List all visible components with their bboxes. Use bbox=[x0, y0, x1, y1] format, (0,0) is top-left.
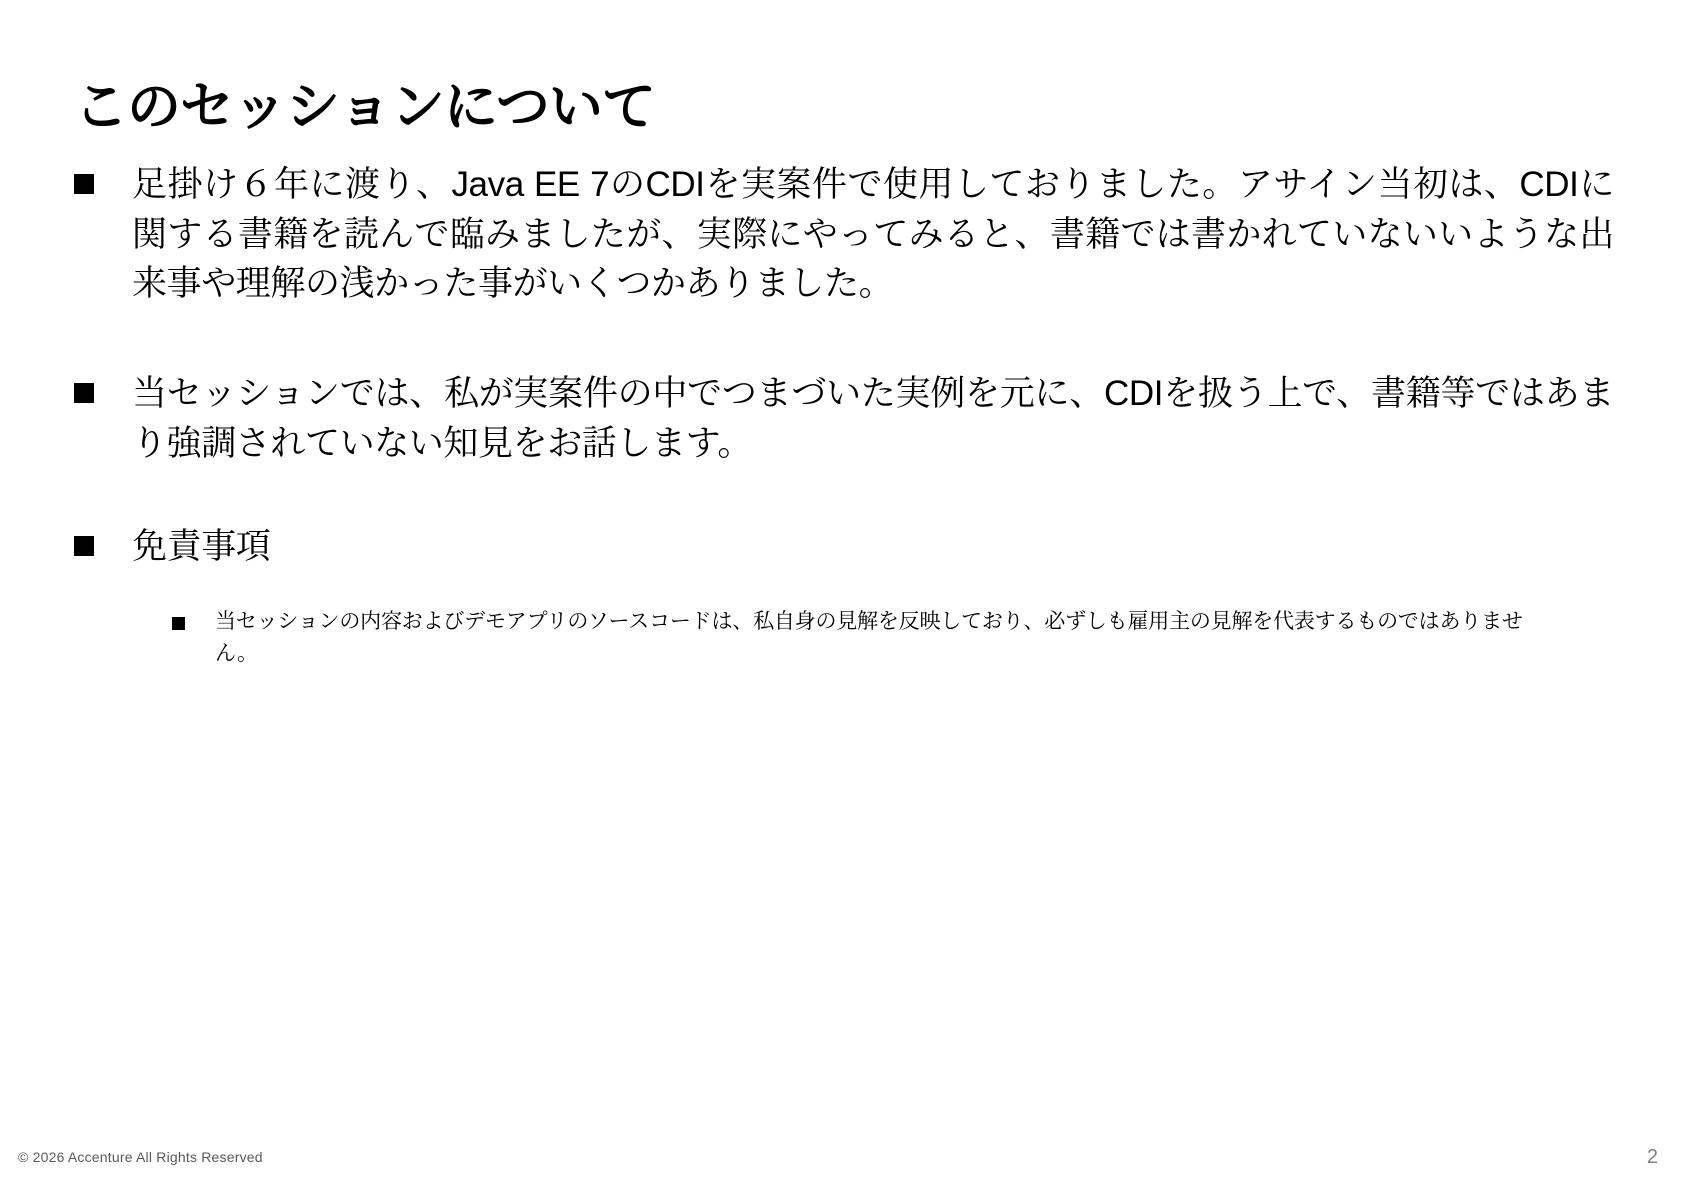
list-item bbox=[74, 369, 1614, 468]
square-bullet-icon bbox=[172, 617, 185, 630]
square-bullet-icon bbox=[74, 536, 94, 556]
list-item-text: 当セッションの内容およびデモアプリのソースコードは、私自身の見解を反映しており、必ずしも雇用主の見解を代表するものではありません。 bbox=[215, 610, 1523, 665]
slide-body bbox=[74, 160, 1614, 669]
spacer bbox=[74, 502, 1614, 522]
copyright-notice: © 2026 Accenture All Rights Reserved bbox=[18, 1149, 263, 1165]
page-number: 2 bbox=[1646, 1146, 1658, 1168]
list-item-text: 足掛け６年に渡り、Java EE 7のCDIを実案件で使用しておりました。アサイン当初は、CDIに関する書籍を読んで臨みましたが、実際にやってみると、書籍では書かれていないいような出来事や理解の浅かった事がいくつかありました。 bbox=[132, 165, 1614, 304]
list-item bbox=[172, 606, 1614, 669]
list-item bbox=[74, 522, 1614, 572]
square-bullet-icon bbox=[74, 383, 94, 403]
page-title: このセッションについて bbox=[74, 77, 655, 137]
sub-list bbox=[172, 606, 1614, 669]
list-item-text: 免責事項 bbox=[132, 527, 271, 567]
list-item-text: 当セッションでは、私が実案件の中でつまづいた実例を元に、CDIを扱う上で、書籍等ではあまり強調されていない知見をお話します。 bbox=[132, 374, 1614, 463]
spacer bbox=[74, 343, 1614, 369]
list-item bbox=[74, 160, 1614, 309]
square-bullet-icon bbox=[74, 174, 94, 194]
